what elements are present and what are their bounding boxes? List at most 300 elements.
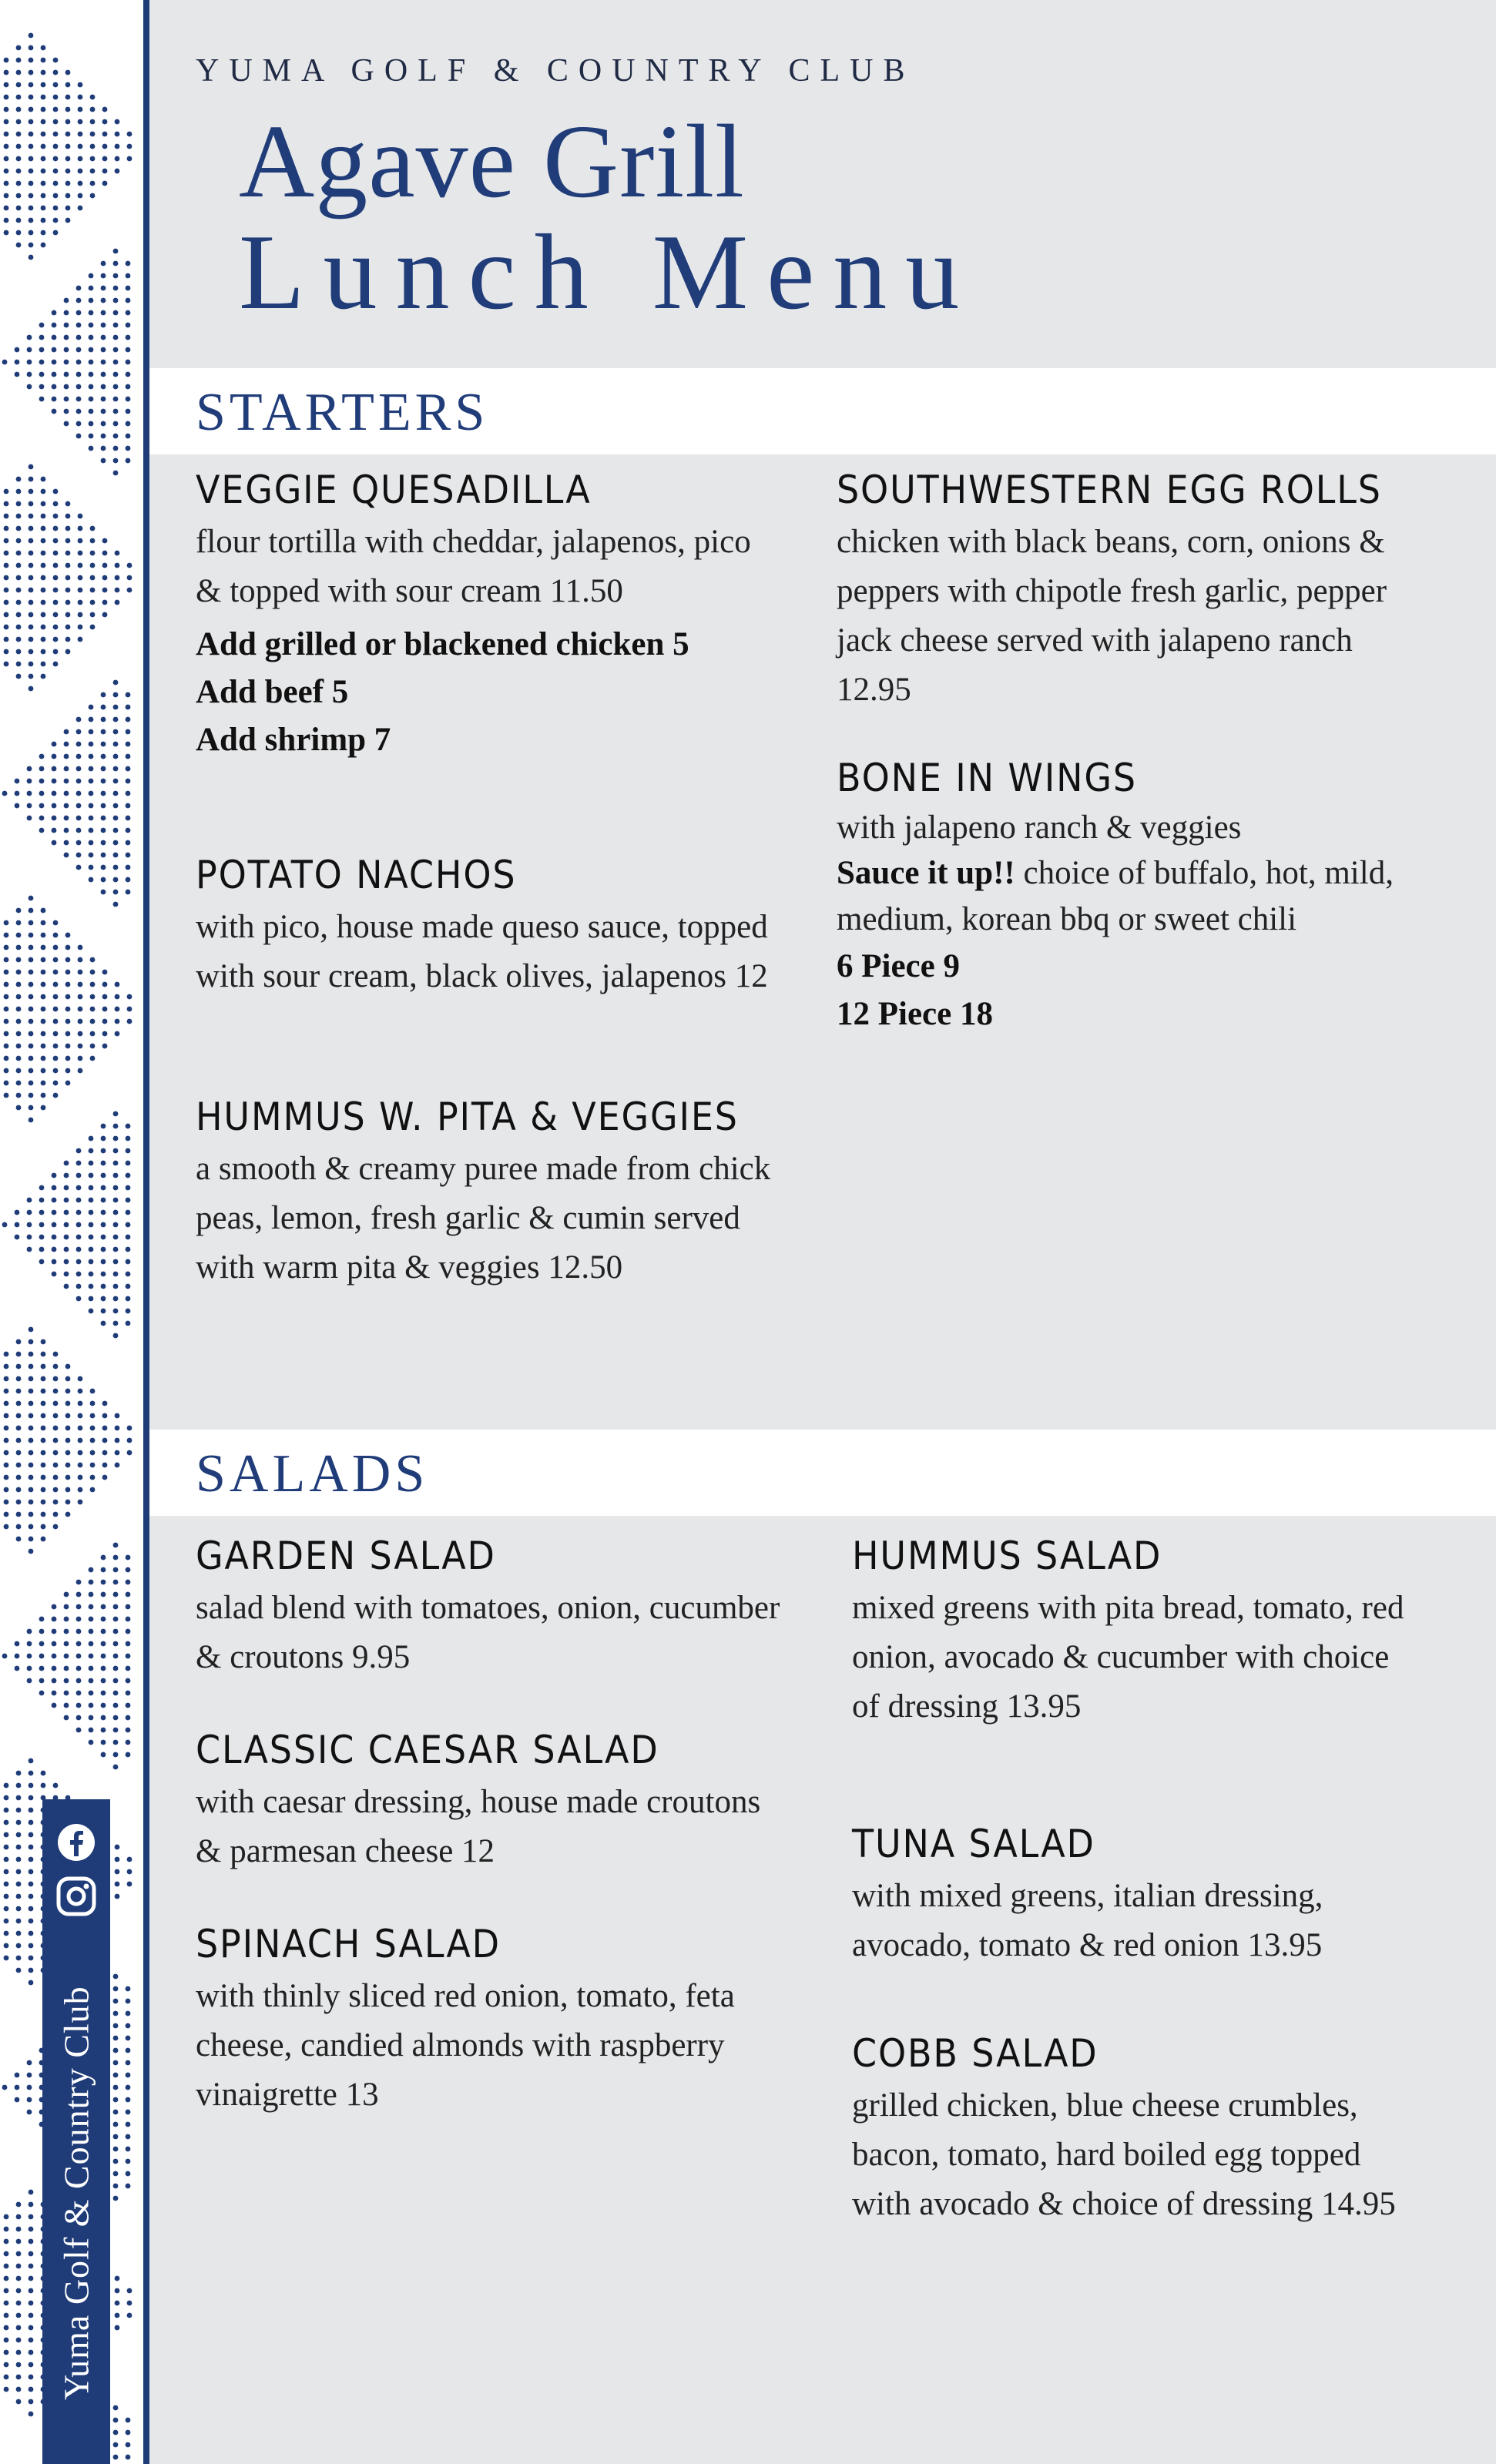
pattern-dot	[89, 754, 94, 759]
pattern-dot	[39, 816, 45, 821]
pattern-dot	[78, 526, 83, 531]
pattern-dot	[76, 803, 82, 809]
pattern-dot	[76, 1580, 82, 1585]
pattern-dot	[113, 1333, 119, 1339]
pattern-dot	[4, 662, 9, 667]
pattern-dot	[53, 132, 59, 137]
pattern-dot	[41, 1339, 46, 1345]
pattern-dot	[89, 1580, 94, 1585]
pattern-dot	[102, 169, 108, 174]
pattern-dot	[39, 323, 45, 328]
pattern-dot	[78, 193, 83, 199]
pattern-dot	[78, 994, 83, 1000]
pattern-dot	[27, 372, 32, 377]
pattern-dot	[126, 286, 131, 291]
pattern-dot	[65, 181, 71, 186]
pattern-dot	[52, 1654, 57, 1659]
pattern-dot	[64, 1259, 69, 1265]
pattern-dot	[53, 970, 59, 975]
pattern-dot	[126, 1986, 131, 1992]
sauce-label: Sauce it up!!	[837, 855, 1015, 891]
pattern-dot	[41, 970, 46, 975]
pattern-dot	[16, 1339, 22, 1345]
pattern-dot	[16, 501, 22, 507]
pattern-dot	[115, 1845, 120, 1850]
pattern-dot	[102, 551, 108, 556]
pattern-dot	[101, 261, 106, 267]
pattern-dot	[16, 575, 22, 581]
pattern-dot	[29, 1352, 34, 1357]
pattern-dot	[39, 1617, 45, 1622]
pattern-dot	[126, 1592, 131, 1597]
pattern-dot	[102, 1413, 108, 1419]
pattern-dot	[113, 2023, 119, 2029]
pattern-dot	[53, 1475, 59, 1480]
pattern-dot	[53, 82, 59, 88]
pattern-dot	[4, 1463, 9, 1468]
pattern-dot	[16, 70, 22, 75]
pattern-dot	[102, 132, 108, 137]
pattern-dot	[29, 538, 34, 544]
pattern-dot	[89, 1235, 94, 1240]
pattern-dot	[65, 193, 71, 199]
pattern-dot	[113, 1296, 119, 1302]
pattern-dot	[113, 1999, 119, 2004]
pattern-dot	[89, 1592, 94, 1597]
pattern-dot	[41, 181, 46, 186]
pattern-dot	[126, 1629, 131, 1634]
pattern-dot	[76, 335, 82, 340]
pattern-dot	[90, 600, 96, 605]
pattern-dot	[39, 1654, 45, 1659]
pattern-dot	[52, 323, 57, 328]
pattern-dot	[78, 169, 83, 174]
pattern-dot	[113, 310, 119, 316]
pattern-dot	[29, 1549, 34, 1554]
pattern-dot	[53, 1487, 59, 1493]
pattern-dot	[16, 1832, 22, 1838]
pattern-dot	[89, 1284, 94, 1289]
pattern-dot	[53, 218, 59, 223]
pattern-dot	[41, 230, 46, 236]
pattern-dot	[27, 1629, 32, 1634]
pattern-dot	[27, 1235, 32, 1240]
pattern-dot	[29, 1795, 34, 1801]
decorative-sidebar	[0, 0, 143, 2464]
pattern-dot	[126, 1148, 131, 1154]
pattern-dot	[39, 791, 45, 796]
pattern-dot	[78, 612, 83, 618]
pattern-dot	[52, 1641, 57, 1647]
pattern-dot	[65, 649, 71, 655]
pattern-dot	[29, 1500, 34, 1505]
pattern-dot	[4, 70, 9, 75]
pattern-dot	[41, 477, 46, 482]
pattern-dot	[126, 273, 131, 279]
pattern-dot	[126, 779, 131, 784]
pattern-dot	[41, 575, 46, 581]
pattern-dot	[76, 1604, 82, 1610]
pattern-dot	[29, 464, 34, 470]
pattern-dot	[89, 1691, 94, 1696]
pattern-dot	[76, 1715, 82, 1721]
pattern-dot	[89, 1259, 94, 1265]
pattern-dot	[27, 1222, 32, 1228]
pattern-dot	[16, 2227, 22, 2232]
pattern-dot	[29, 1007, 34, 1012]
pattern-dot	[76, 360, 82, 365]
pattern-dot	[4, 1352, 9, 1357]
pattern-dot	[101, 705, 106, 710]
pattern-dot	[101, 766, 106, 772]
pattern-dot	[113, 2060, 119, 2066]
pattern-dot	[113, 717, 119, 722]
pattern-dot	[113, 1654, 119, 1659]
pattern-dot	[76, 1235, 82, 1240]
pattern-dot	[90, 526, 96, 531]
pattern-dot	[65, 206, 71, 211]
pattern-dot	[65, 107, 71, 112]
pattern-dot	[113, 1198, 119, 1203]
pattern-dot	[4, 1894, 9, 1899]
pattern-dot	[16, 2301, 22, 2306]
pattern-dot	[27, 791, 32, 796]
pattern-dot	[29, 1956, 34, 1961]
pattern-dot	[115, 1438, 120, 1443]
pattern-dot	[4, 1906, 9, 1912]
pattern-dot	[102, 1438, 108, 1443]
pattern-dot	[65, 970, 71, 975]
pattern-dot	[53, 612, 59, 618]
pattern-dot	[64, 1666, 69, 1671]
pattern-dot	[113, 2073, 119, 2078]
pattern-dot	[126, 360, 131, 365]
pattern-dot	[16, 674, 22, 679]
pattern-dot	[65, 1487, 71, 1493]
pattern-dot	[27, 1641, 32, 1647]
pattern-dot	[4, 1376, 9, 1382]
pattern-dot	[41, 920, 46, 926]
pattern-dot	[126, 421, 131, 427]
pattern-dot	[89, 1247, 94, 1252]
pattern-dot	[29, 1376, 34, 1382]
pattern-dot	[126, 1296, 131, 1302]
pattern-dot	[113, 1161, 119, 1166]
pattern-dot	[78, 1487, 83, 1493]
pattern-dot	[52, 742, 57, 747]
pattern-dot	[89, 791, 94, 796]
pattern-dot	[76, 409, 82, 414]
pattern-dot	[4, 1401, 9, 1406]
pattern-dot	[126, 2159, 131, 2164]
pattern-dot	[113, 2147, 119, 2152]
pattern-dot	[64, 742, 69, 747]
pattern-dot	[101, 273, 106, 279]
pattern-dot	[29, 2412, 34, 2417]
pattern-dot	[4, 1795, 9, 1801]
pattern-dot	[115, 1869, 120, 1875]
pattern-dot	[113, 1728, 119, 1733]
pattern-dot	[65, 600, 71, 605]
pattern-dot	[115, 2313, 120, 2318]
pattern-dot	[115, 600, 120, 605]
pattern-dot	[29, 2325, 34, 2331]
pattern-dot	[113, 1974, 119, 1980]
pattern-dot	[64, 791, 69, 796]
pattern-dot	[90, 538, 96, 544]
pattern-dot	[29, 957, 34, 963]
menu-item-spinach-salad	[196, 1921, 781, 2120]
pattern-dot	[126, 1567, 131, 1573]
pattern-dot	[16, 1450, 22, 1456]
pattern-dot	[126, 816, 131, 821]
pattern-dot	[41, 58, 46, 63]
pattern-dot	[101, 1654, 106, 1659]
pattern-dot	[29, 1537, 34, 1542]
pattern-dot	[29, 1463, 34, 1468]
pattern-dot	[127, 1426, 132, 1431]
pattern-dot	[39, 1629, 45, 1634]
pattern-dot	[53, 1364, 59, 1369]
pattern-dot	[76, 1629, 82, 1634]
pattern-dot	[29, 612, 34, 618]
pattern-dot	[65, 1364, 71, 1369]
pattern-dot	[16, 1820, 22, 1825]
pattern-dot	[52, 828, 57, 833]
pattern-dot	[90, 1426, 96, 1431]
pattern-dot	[29, 1820, 34, 1825]
pattern-dot	[29, 1364, 34, 1369]
pattern-dot	[76, 384, 82, 390]
pattern-dot	[4, 58, 9, 63]
pattern-dot	[126, 1272, 131, 1277]
pattern-dot	[29, 933, 34, 938]
pattern-dot	[65, 132, 71, 137]
pattern-dot	[41, 1093, 46, 1098]
pattern-dot	[29, 1845, 34, 1850]
pattern-dot	[41, 600, 46, 605]
pattern-dot	[29, 514, 34, 519]
pattern-dot	[53, 957, 59, 963]
pattern-dot	[39, 1691, 45, 1696]
pattern-dot	[65, 144, 71, 149]
pattern-dot	[65, 637, 71, 642]
pattern-dot	[16, 2239, 22, 2244]
pattern-dot	[115, 1031, 120, 1037]
pattern-dot	[64, 766, 69, 772]
pattern-dot	[89, 446, 94, 451]
pattern-dot	[29, 1882, 34, 1887]
pattern-dot	[65, 1475, 71, 1480]
pattern-dot	[113, 729, 119, 735]
instagram-icon[interactable]	[56, 1876, 96, 1916]
pattern-dot	[65, 119, 71, 125]
pattern-dot	[64, 779, 69, 784]
pattern-dot	[126, 2048, 131, 2053]
pattern-dot	[27, 347, 32, 353]
pattern-dot	[102, 612, 108, 618]
pattern-dot	[115, 2325, 120, 2331]
pattern-dot	[16, 2387, 22, 2392]
pattern-dot	[126, 2023, 131, 2029]
pattern-dot	[41, 95, 46, 100]
pattern-dot	[4, 107, 9, 112]
pattern-dot	[78, 1389, 83, 1394]
pattern-dot	[4, 637, 9, 642]
pattern-dot	[41, 1056, 46, 1061]
pattern-dot	[126, 458, 131, 464]
pattern-dot	[113, 2036, 119, 2041]
pattern-dot	[101, 1728, 106, 1733]
pattern-dot	[27, 2097, 32, 2103]
pattern-dot	[16, 218, 22, 223]
pattern-dot	[78, 1031, 83, 1037]
pattern-dot	[29, 575, 34, 581]
pattern-dot	[29, 2350, 34, 2355]
pattern-dot	[113, 360, 119, 365]
club-name: YUMA GOLF & COUNTRY CLUB	[196, 53, 915, 89]
pattern-dot	[27, 2085, 32, 2090]
pattern-dot	[53, 230, 59, 236]
pattern-dot	[39, 1198, 45, 1203]
pattern-dot	[78, 82, 83, 88]
pattern-dot	[102, 119, 108, 125]
pattern-dot	[16, 551, 22, 556]
pattern-dot	[4, 1869, 9, 1875]
pattern-dot	[126, 1136, 131, 1141]
pattern-dot	[101, 853, 106, 858]
item-name: SOUTHWESTERN EGG ROLLS	[837, 468, 1382, 512]
pattern-dot	[126, 1752, 131, 1758]
pattern-dot	[78, 982, 83, 987]
pattern-dot	[78, 551, 83, 556]
pattern-dot	[78, 1463, 83, 1468]
pattern-dot	[102, 982, 108, 987]
item-description: with mixed greens, italian dressing, avocado, tomato & red onion 13.95	[852, 1878, 1323, 1963]
pattern-dot	[41, 526, 46, 531]
pattern-dot	[16, 107, 22, 112]
pattern-dot	[101, 717, 106, 722]
pattern-dot	[126, 766, 131, 772]
pattern-dot	[29, 33, 34, 39]
pattern-dot	[89, 1703, 94, 1708]
pattern-dot	[115, 575, 120, 581]
pattern-dot	[127, 2313, 132, 2318]
pattern-dot	[65, 1401, 71, 1406]
club-vertical-name: Yuma Golf & Country Club	[56, 1986, 96, 2400]
pattern-dot	[101, 1666, 106, 1671]
pattern-dot	[41, 1352, 46, 1357]
pattern-dot	[16, 957, 22, 963]
pattern-dot	[53, 1512, 59, 1517]
pattern-dot	[52, 1629, 57, 1634]
pattern-dot	[27, 1666, 32, 1671]
pattern-dot	[16, 526, 22, 531]
pattern-dot	[78, 95, 83, 100]
pattern-dot	[4, 169, 9, 174]
item-description: mixed greens with pita bread, tomato, red onion, avocado & cucumber with choice of dressing 13.95	[852, 1590, 1404, 1725]
item-name: CLASSIC CAESAR SALAD	[196, 1728, 659, 1772]
pattern-dot	[29, 218, 34, 223]
pattern-dot	[4, 1956, 9, 1961]
pattern-dot	[89, 298, 94, 303]
pattern-dot	[16, 908, 22, 914]
facebook-icon[interactable]	[56, 1822, 96, 1862]
pattern-dot	[76, 1678, 82, 1684]
pattern-dot	[78, 144, 83, 149]
pattern-dot	[101, 1740, 106, 1745]
pattern-dot	[4, 1068, 9, 1074]
pattern-dot	[113, 2442, 119, 2448]
item-description: salad blend with tomatoes, onion, cucumber & croutons 9.95	[196, 1590, 780, 1675]
pattern-dot	[29, 600, 34, 605]
pattern-dot	[90, 107, 96, 112]
pattern-dot	[65, 538, 71, 544]
menu-item-bone-in-wings	[837, 755, 1407, 1038]
pattern-dot	[4, 1524, 9, 1530]
pattern-dot	[78, 563, 83, 568]
menu-item-hummus-salad	[852, 1533, 1407, 1732]
pattern-dot	[41, 1007, 46, 1012]
pattern-dot	[53, 501, 59, 507]
pattern-dot	[78, 1426, 83, 1431]
pattern-dot	[127, 132, 132, 137]
pattern-dot	[41, 1463, 46, 1468]
pattern-dot	[113, 2171, 119, 2177]
pattern-dot	[113, 1111, 119, 1117]
pattern-dot	[76, 1728, 82, 1733]
pattern-dot	[126, 1580, 131, 1585]
pattern-dot	[126, 1198, 131, 1203]
pattern-dot	[113, 1678, 119, 1684]
pattern-dot	[113, 2134, 119, 2140]
pattern-dot	[76, 717, 82, 722]
pattern-dot	[4, 957, 9, 963]
pattern-dot	[101, 692, 106, 698]
pattern-dot	[78, 1068, 83, 1074]
pattern-dot	[64, 1715, 69, 1721]
pattern-dot	[29, 1943, 34, 1949]
pattern-dot	[4, 132, 9, 137]
pattern-dot	[16, 1475, 22, 1480]
pattern-dot	[65, 1389, 71, 1394]
pattern-dot	[41, 1401, 46, 1406]
pattern-dot	[52, 360, 57, 365]
pattern-dot	[101, 1136, 106, 1141]
pattern-dot	[76, 865, 82, 870]
pattern-dot	[52, 1185, 57, 1191]
pattern-dot	[78, 1413, 83, 1419]
pattern-dot	[52, 766, 57, 772]
pattern-dot	[16, 1882, 22, 1887]
pattern-dot	[65, 1007, 71, 1012]
pattern-dot	[64, 1173, 69, 1178]
pattern-dot	[4, 1783, 9, 1788]
pattern-dot	[90, 119, 96, 125]
pattern-dot	[102, 1426, 108, 1431]
pattern-dot	[4, 2375, 9, 2380]
pattern-dot	[16, 2350, 22, 2355]
pattern-dot	[126, 2097, 131, 2103]
pattern-dot	[101, 1678, 106, 1684]
item-description: grilled chicken, blue cheese crumbles, bacon, tomato, hard boiled egg topped with avocado & choice of dressing 14.95	[852, 2087, 1396, 2222]
salads-band	[149, 1430, 1496, 1516]
pattern-dot	[41, 1450, 46, 1456]
pattern-dot	[101, 446, 106, 451]
pattern-dot	[52, 335, 57, 340]
pattern-dot	[90, 1389, 96, 1394]
pattern-dot	[76, 1284, 82, 1289]
